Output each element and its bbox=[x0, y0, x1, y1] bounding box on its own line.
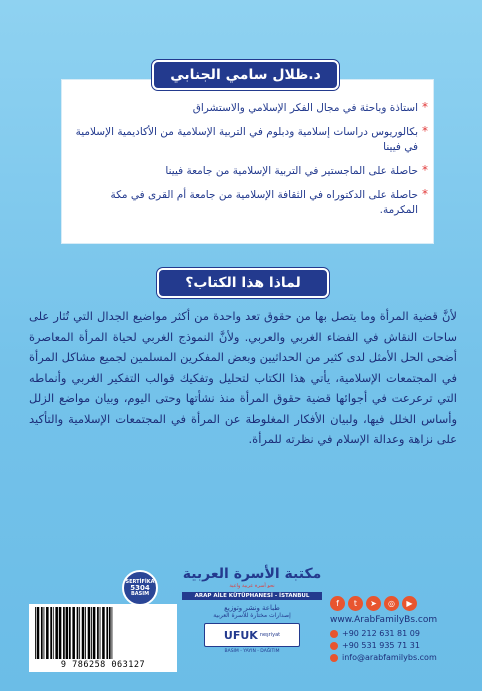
barcode-bar bbox=[72, 607, 75, 659]
email-row: info@arabfamilybs.com bbox=[330, 652, 470, 664]
barcode-bar bbox=[112, 607, 113, 659]
badge-number: 5304 bbox=[130, 584, 150, 592]
social-icons bbox=[330, 596, 417, 611]
author-bio-list bbox=[72, 101, 428, 227]
barcode-bar bbox=[55, 607, 58, 659]
barcode-bar bbox=[66, 607, 69, 659]
phone-row: +90 212 631 81 09 bbox=[330, 628, 470, 640]
badge-line2: BASIM bbox=[130, 591, 150, 597]
barcode-bar bbox=[59, 607, 62, 659]
bullet-icon: * bbox=[422, 124, 428, 138]
barcode-bar bbox=[50, 607, 52, 659]
contact-info bbox=[330, 614, 470, 664]
certificate-badge bbox=[122, 570, 158, 606]
barcode-bar bbox=[93, 607, 96, 659]
barcode-bar bbox=[53, 607, 54, 659]
barcode-bar bbox=[82, 607, 85, 659]
barcode-bar bbox=[97, 607, 99, 659]
phone-row: +90 531 935 71 31 bbox=[330, 640, 470, 652]
bullet-icon: * bbox=[422, 100, 428, 114]
publisher-block bbox=[182, 566, 322, 671]
author-name: د.ظلال سامي الجنابي bbox=[152, 60, 339, 90]
barcode-bar bbox=[109, 607, 111, 659]
barcode-bar bbox=[79, 607, 80, 659]
barcode-bar bbox=[46, 607, 49, 659]
barcode-bar bbox=[102, 607, 105, 659]
bullet-icon: * bbox=[422, 163, 428, 177]
barcode-bar bbox=[44, 607, 45, 659]
barcode-bar bbox=[88, 607, 91, 659]
whatsapp-icon bbox=[330, 642, 338, 650]
bio-item: * حاصلة على الماجستير في التربية الإسلامية من جامعة فيينا bbox=[165, 163, 428, 177]
barcode-bar bbox=[69, 607, 71, 659]
publisher-tagline: إصدارات مختارة للأسرة العربية bbox=[213, 612, 291, 619]
bio-item: * بكالوريوس دراسات إسلامية ودبلوم في التربية الإسلامية من الأكاديمية الإسلامية في فيينا bbox=[75, 124, 428, 153]
barcode-graphic bbox=[33, 607, 173, 659]
barcode-bar bbox=[106, 607, 108, 659]
why-body-text: لأنَّ قضية المرأة وما يتصل بها من حقوق تعد واحدة من أكثر مواضيع الجدال التي تُثار على ساحات النقاش في الفضاء الغربي والعربي. ولأنَّ النموذج الغربي لحياة المرأة المعاصرة أضحى الحل الأمثل لدى كثير من الحداثيين وبعض المفكرين المسلمين لجميع مشاكل المرأة في المجتمعات الإسلامية، يأتي هذا الكتاب لتحليل وتفكيك قوالب التفكير الغربي وأنماطه التي ترعرعت في أجوائها قضية حقوق المرأة منذ نشأتها وحتى اليوم، وبيان مواضع الزلل وأساس الخلل فيها، ولبيان الأفكار المغلوطة عن المرأة في المجتمعات الإسلامية والتأكيد على نزاهة وعدالة الإسلام في نظرته للمرأة. bbox=[29, 309, 457, 446]
ufuk-subtitle: BASIM - YAYIN - DAĞITIM bbox=[224, 649, 280, 654]
barcode-bar bbox=[100, 607, 101, 659]
isbn-barcode bbox=[29, 604, 177, 672]
barcode-bar bbox=[63, 607, 65, 659]
instagram-icon[interactable]: ◎ bbox=[384, 596, 399, 611]
publisher-print-line: طباعة ونشر وتوزيع bbox=[224, 604, 280, 612]
ufuk-logo: UFUK neşriyat bbox=[204, 623, 300, 647]
email-icon bbox=[330, 654, 338, 662]
badge-line1: SERTİFİKA bbox=[125, 579, 155, 585]
publisher-name: مكتبة الأسرة العربية bbox=[182, 566, 322, 582]
publisher-latin: ARAP AİLE KÜTÜPHANESİ - İSTANBUL bbox=[182, 592, 322, 600]
barcode-bar bbox=[91, 607, 92, 659]
barcode-bar bbox=[37, 607, 40, 659]
bio-item: * حاصلة على الدكتوراه في الثقافة الإسلامية من جامعة أم القرى في مكة المكرمة. bbox=[110, 187, 428, 216]
isbn-number: 9 786258 063127 bbox=[60, 660, 146, 670]
barcode-bar bbox=[85, 607, 86, 659]
bullet-icon: * bbox=[422, 187, 428, 201]
twitter-icon[interactable]: t bbox=[348, 596, 363, 611]
publisher-subtitle: نحو أسرة عربية واعية bbox=[229, 583, 275, 589]
phone-icon bbox=[330, 630, 338, 638]
website-link[interactable]: www.ArabFamilyBs.com bbox=[330, 615, 438, 625]
facebook-icon[interactable]: f bbox=[330, 596, 345, 611]
telegram-icon[interactable]: ➤ bbox=[366, 596, 381, 611]
barcode-bar bbox=[35, 607, 36, 659]
why-title: لماذا هذا الكتاب؟ bbox=[157, 268, 329, 298]
bio-item: * استاذة وباحثة في مجال الفكر الإسلامي والاستشراق bbox=[192, 100, 428, 114]
barcode-bar bbox=[77, 607, 79, 659]
youtube-icon[interactable]: ▶ bbox=[402, 596, 417, 611]
barcode-bar bbox=[41, 607, 43, 659]
